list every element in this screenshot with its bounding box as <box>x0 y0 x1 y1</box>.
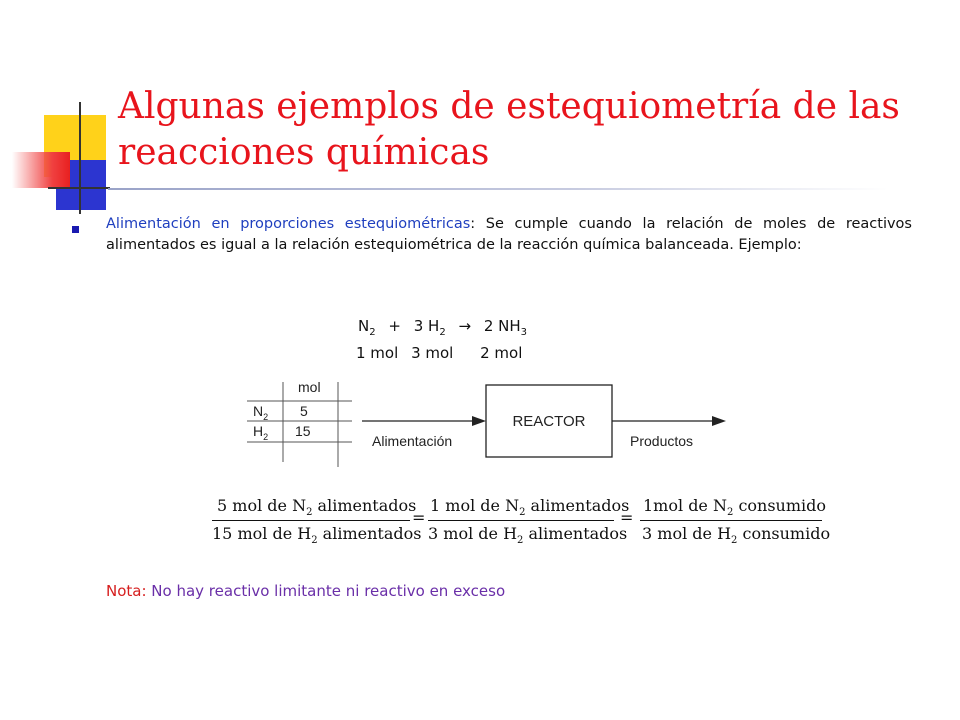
bullet-text: Se cumple cuando la relación de moles de reactivos alimentados es igual a la relación estequiométrica de la reacción química balanceada. Ejemplo: <box>106 216 912 253</box>
note <box>106 582 505 600</box>
equals-sign-1: = <box>412 508 426 527</box>
note-text: No hay reactivo limitante ni reactivo en exceso <box>146 582 506 600</box>
table-row-n2: $N_2$ <box>253 403 269 422</box>
table-row-h2: $H_2$ <box>253 423 269 442</box>
product-arrowhead <box>712 416 726 426</box>
fraction-3-numerator: 1mol de $N_2$ consumido <box>643 496 827 519</box>
plus-sign: + <box>388 317 401 335</box>
nh3-subscript: 3 <box>520 327 528 338</box>
n2-formula: N <box>358 317 370 335</box>
fraction-3-denominator: 3 mol de $H_2$ consumido <box>642 524 831 547</box>
h2-subscript: 2 <box>439 327 446 338</box>
table-value-h2: 15 <box>295 423 311 439</box>
note-label: Nota: <box>106 582 147 600</box>
fraction-1-bar <box>212 520 410 521</box>
reactor-label: REACTOR <box>512 413 586 430</box>
n2-subscript: 2 <box>369 327 376 338</box>
feed-arrowhead <box>472 416 486 426</box>
title-line-2: reacciones químicas <box>118 132 490 173</box>
equals-sign-2: = <box>620 508 634 527</box>
fraction-2-bar <box>428 520 614 521</box>
bullet-label: Alimentación en proporciones estequiométricas <box>106 216 471 232</box>
fraction-1-denominator: 15 mol de $H_2$ alimentados <box>212 524 422 547</box>
title-line-1: Algunas ejemplos de estequiometría de las <box>118 86 900 127</box>
h2-formula: 3 H <box>413 317 440 335</box>
nh3-formula: 2 NH <box>483 317 521 335</box>
table-value-n2: 5 <box>300 403 308 419</box>
feed-label: Alimentación <box>372 433 453 449</box>
reaction-arrow: → <box>458 317 472 335</box>
bullet-colon: : <box>470 216 476 232</box>
fraction-1-numerator: 5 mol de $N_2$ alimentados <box>217 496 417 519</box>
product-label: Productos <box>630 433 694 449</box>
mol-nh3: 2 mol <box>480 344 523 362</box>
table-header-mol: mol <box>298 379 321 395</box>
fraction-2-denominator: 3 mol de $H_2$ alimentados <box>428 524 628 547</box>
mol-h2: 3 mol <box>411 344 454 362</box>
mol-n2: 1 mol <box>356 344 399 362</box>
fraction-2-numerator: 1 mol de $N_2$ alimentados <box>430 496 630 519</box>
fraction-3-bar <box>640 520 822 521</box>
